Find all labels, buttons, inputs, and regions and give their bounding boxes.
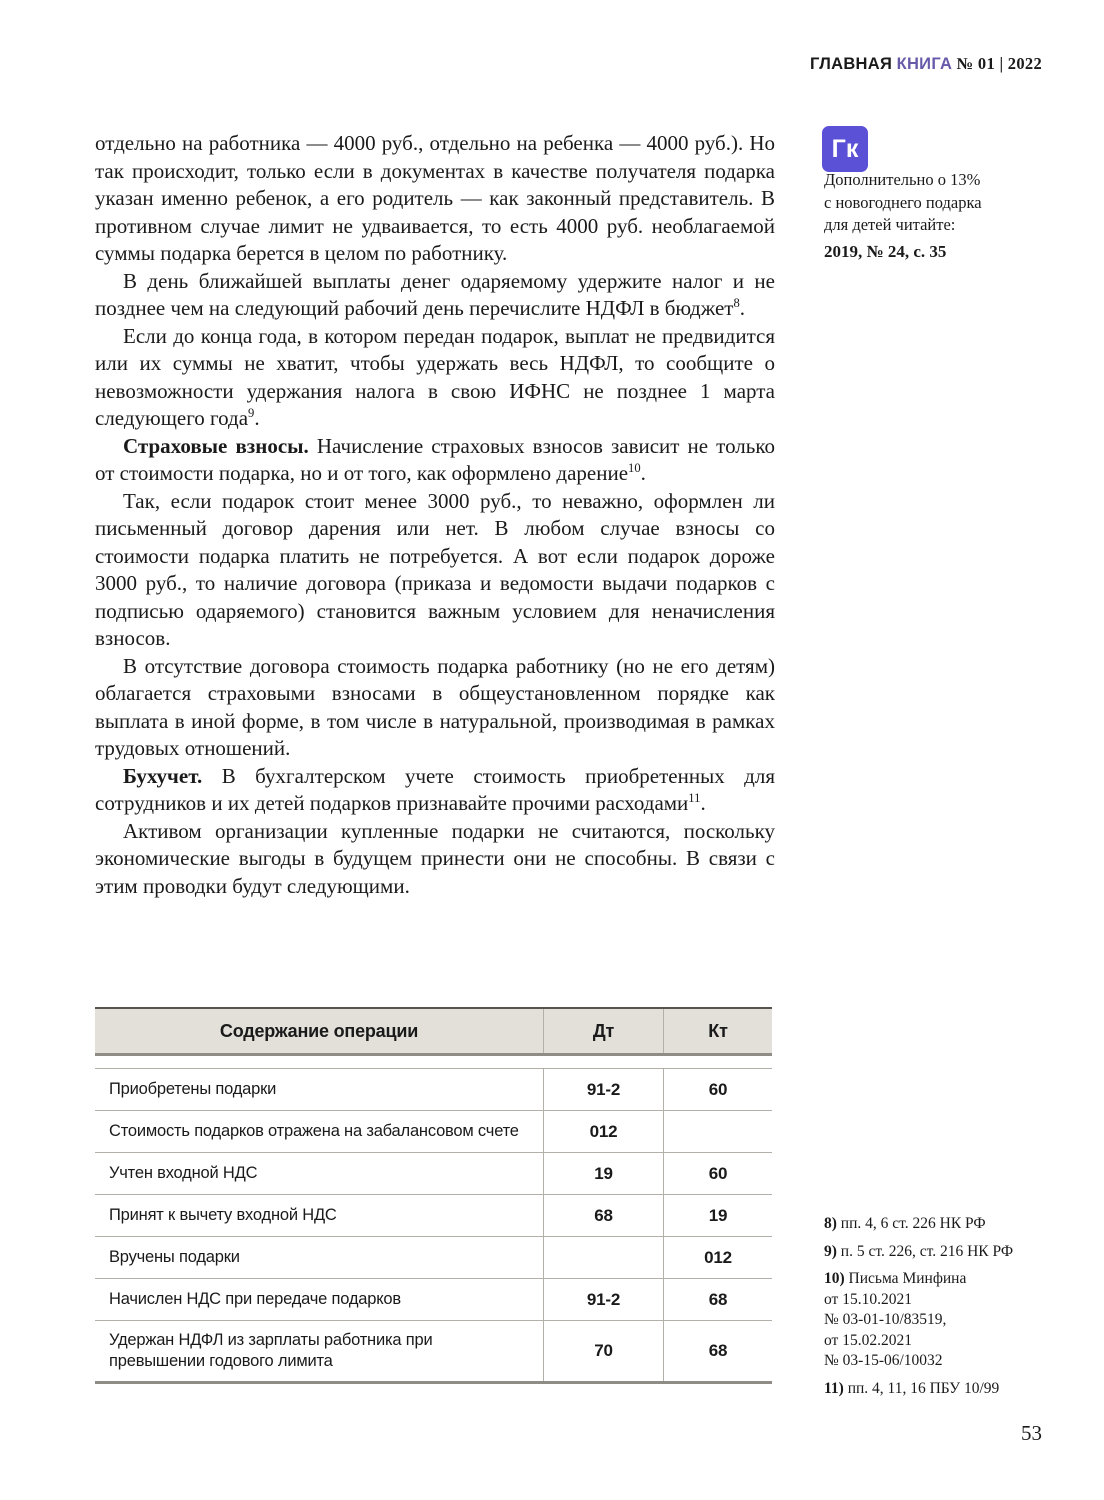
cell-operation: Вручены подарки [109,1248,240,1266]
cell-credit: 19 [663,1195,772,1236]
footnote-number: 8) [824,1215,837,1232]
cell-credit: 60 [663,1153,772,1194]
table-row [95,1153,772,1195]
cell-credit: 68 [663,1321,772,1381]
paragraph: Бухучет. В бухгалтерском учете стоимость приобретенных для сотрудников и их детей подарков признавайте прочими расходами$^{11}$. [95,763,775,815]
masthead-brand-black: ГЛАВНАЯ [810,55,893,73]
cell-debit: 91-2 [543,1279,663,1320]
paragraph-lead: Бухучет. [123,763,203,788]
cell-credit [663,1111,772,1152]
masthead-brand-purple: КНИГА [896,55,953,73]
table-row [95,1195,772,1237]
footnotes [824,1214,1056,1406]
table-row [95,1237,772,1279]
cell-debit: 68 [543,1195,663,1236]
side-note-reference: 2019, № 24, с. 35 [824,241,947,261]
masthead [810,54,1042,74]
footnote-ref: 9 [248,406,255,420]
paragraph: Страховые взносы. Начисление страховых взносов зависит не только от стоимости подарка, но и от того, как оформлено дарение$^{10}$. [95,433,775,485]
postings-table [95,1007,772,1384]
cell-operation: Приобретены подарки [109,1080,277,1098]
cell-debit: 91-2 [543,1069,663,1110]
paragraph: отдельно на работника — 4000 руб., отдельно на ребенка — 4000 руб.). Но так происходит, только если в документах в качестве получателя подарка указан именно ребенок, а его родитель — как законный представитель. В противном случае лимит не удваивается, то есть 4000 руб. необлагаемой суммы подарка берется в целом по работнику. [95,131,775,265]
masthead-issue: № 01 | 2022 [956,54,1042,73]
header-debit: Дт [543,1009,663,1053]
table-row [95,1321,772,1381]
footnote: 9) п. 5 ст. 226, ст. 216 НК РФ [824,1242,1014,1260]
page-number: 53 [1021,1421,1042,1445]
table-row [95,1279,772,1321]
paragraph: В день ближайшей выплаты денег одаряемому удержите налог и не позднее чем на следующий рабочий день перечислите НДФЛ в бюджет$^8$. [95,268,775,320]
cell-credit: 68 [663,1279,772,1320]
footnote-ref: 11 [688,791,701,805]
footnote: 8) пп. 4, 6 ст. 226 НК РФ [824,1215,986,1232]
cell-operation: Удержан НДФЛ из зарплаты работника при превышении годового лимита [109,1331,433,1370]
footnote-ref: 8 [733,296,740,310]
article-paragraphs [95,130,775,900]
footnote-number: 11) [824,1379,844,1397]
footnote-number: 9) [824,1242,837,1260]
table-row [95,1111,772,1153]
side-note-line: с новогоднего подарка [824,192,982,212]
paragraph: Активом организации купленные подарки не считаются, поскольку экономические выгоды в будущем принести они не способны. В связи с этим проводки будут следующими. [95,818,775,898]
cell-credit: 012 [663,1237,772,1278]
gk-logo-icon: Гк [822,126,868,172]
paragraph: В отсутствие договора стоимость подарка работнику (но не его детям) облагается страховыми взносами в общеустановленном порядке как выплата в иной форме, в том числе в натуральной, производимая в рамках трудовых отношений. [95,653,775,760]
footnote: 11) пп. 4, 11, 16 ПБУ 10/99 [824,1379,1000,1397]
cell-operation: Учтен входной НДС [109,1164,258,1182]
side-note [824,169,1056,263]
cell-debit: 70 [543,1321,663,1381]
header-credit: Кт [663,1009,772,1053]
cell-debit: 012 [543,1111,663,1152]
cell-operation: Начислен НДС при передаче подарков [109,1290,401,1308]
cell-debit [543,1237,663,1278]
cell-operation: Принят к вычету входной НДС [109,1206,337,1224]
footnote: 10) Письма Минфина от 15.10.2021 № 03-01-10/83519, от 15.02.2021 № 03-15-06/10032 [824,1270,967,1369]
table-header-row [95,1007,772,1056]
paragraph: Так, если подарок стоит менее 3000 руб., то неважно, оформлен ли письменный договор дарения или нет. В любом случае взносы со стоимости подарка платить не потребуется. А вот если подарок дороже 3000 руб., то наличие договора (приказа и ведомости выдачи подарков с подписью одаряемого) становится важным условием для неначисления взносов. [95,488,775,650]
paragraph: Если до конца года, в котором передан подарок, выплат не предвидится или их суммы не хватит, чтобы удержать весь НДФЛ, то сообщите о невозможности удержания налога в свою ИФНС не позднее 1 марта следующего года$^9$. [95,323,775,430]
side-note-line: Дополнительно о 13% [824,170,981,189]
footnote-number: 10) [824,1270,845,1287]
paragraph-lead: Страховые взносы. [123,433,309,458]
table-body [95,1068,772,1384]
cell-credit: 60 [663,1069,772,1110]
header-operation: Содержание операции [219,1020,419,1041]
article-column [95,130,775,900]
table-row [95,1069,772,1111]
cell-operation: Стоимость подарков отражена на забалансовом счете [109,1122,519,1140]
side-note-line: для детей читайте: [824,215,956,234]
cell-debit: 19 [543,1153,663,1194]
footnote-ref: 10 [628,461,641,475]
